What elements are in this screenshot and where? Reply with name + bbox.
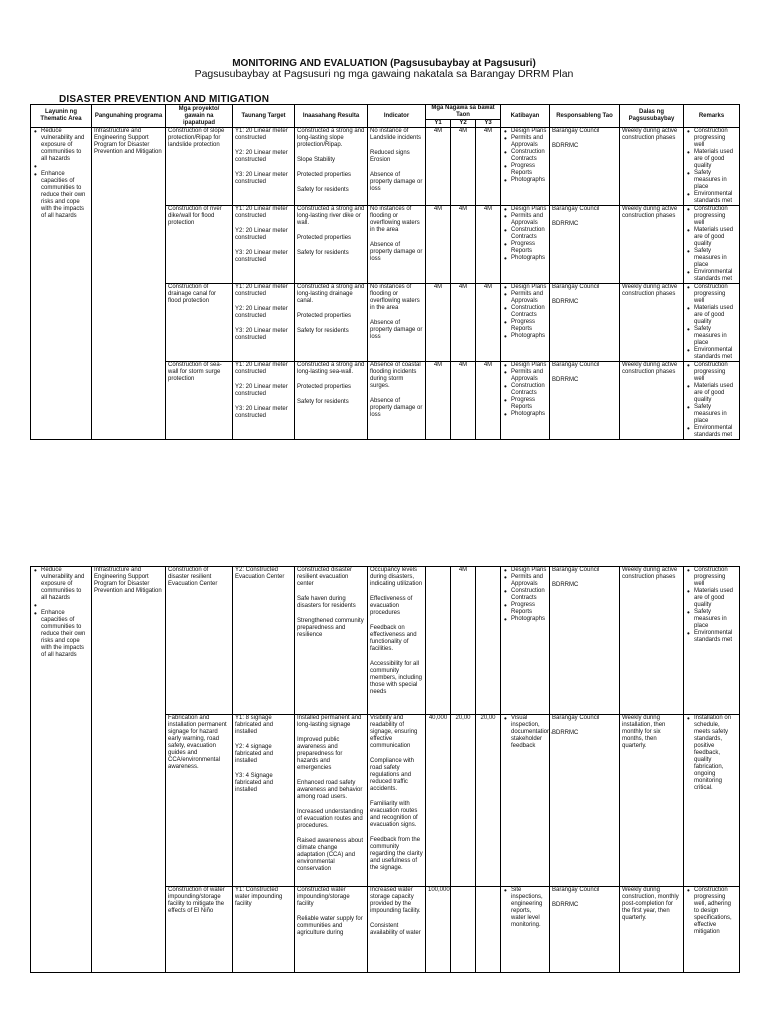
evidence-item: • Progress Reports [503, 163, 547, 177]
header-katibayan: Katibayan [501, 105, 550, 128]
result-text: Strengthened community preparedness and resilience [297, 618, 364, 638]
project-cell: Construction of slope protection/Ripap for landslide protection [166, 128, 233, 206]
evidence-cell [501, 362, 550, 440]
evidence-item: • Permits and Approvals [503, 135, 547, 149]
result-text: Protected properties [297, 384, 352, 390]
evidence-cell [501, 128, 550, 206]
header-indicator: Indicator [368, 105, 426, 128]
layunin-item: • Enhance capacities of communities to reduce their own risks and cope with the impacts of all hazards [33, 610, 89, 659]
result-text: Slope Stability [297, 157, 336, 163]
indicator-text: Feedback from the community regarding the clarity and usefulness of the signage. [370, 837, 423, 871]
responsible-cell [550, 128, 620, 206]
evidence-item: • Design Plans [503, 206, 547, 213]
header-programa: Pangunahing programa [92, 105, 166, 128]
result-text: Constructed disaster resilient evacuation center [297, 567, 353, 587]
header-proyekto: Mga proyekto/ gawain na ipapatupad [166, 105, 233, 128]
target-text: Y1: 20 Linear meter constructed [235, 206, 288, 219]
responsible-cell [550, 715, 620, 887]
remark-item: • Environmental standards met [686, 269, 737, 283]
target-text: Y2: Constructed Evacuation Center [235, 567, 285, 580]
indicator-text: Feedback on effectiveness and functionality of facilities. [370, 625, 417, 652]
target-text: Y2: 20 Linear meter constructed [235, 306, 288, 319]
y2-value: 4M [451, 284, 476, 362]
responsible-text: Barangay Council [552, 887, 600, 893]
y3-value: 4M [476, 128, 501, 206]
y3-value [476, 567, 501, 715]
remark-item: • Construction progressing well [686, 284, 737, 305]
result-text: Constructed water impounding/storage facility [297, 887, 350, 907]
result-cell [295, 715, 368, 887]
indicator-text: Absence of property damage or loss [370, 172, 423, 192]
target-cell [233, 887, 295, 973]
evidence-item: • Photographs [503, 616, 547, 623]
result-text: Protected properties [297, 172, 352, 178]
evidence-cell [501, 284, 550, 362]
remark-item: • Safety measures in place [686, 609, 737, 630]
layunin-cell [31, 567, 92, 973]
frequency-cell: Weekly during active construction phases [620, 206, 684, 284]
result-cell [295, 284, 368, 362]
evidence-cell [501, 206, 550, 284]
table-row [31, 128, 740, 206]
indicator-cell [368, 284, 426, 362]
indicator-text: Consistent availability of water [370, 923, 421, 936]
target-text: Y3: 20 Linear meter constructed [235, 328, 288, 341]
y1-value: 4M [426, 362, 451, 440]
header-y1: Y1 [426, 120, 451, 128]
target-text: Y2: 20 Linear meter constructed [235, 228, 288, 241]
evidence-item: • Design Plans [503, 128, 547, 135]
y2-value: 4M [451, 206, 476, 284]
result-cell [295, 887, 368, 973]
indicator-text: Compliance with road safety regulations and reduced traffic accidents. [370, 758, 415, 792]
target-text: Y3: 20 Linear meter constructed [235, 250, 288, 263]
target-text: Y1: 8 signage fabricated and installed [235, 715, 274, 735]
evidence-item: • Design Plans [503, 567, 547, 574]
remark-item: • Materials used are of good quality [686, 588, 737, 609]
target-text: Y1: 20 Linear meter constructed [235, 362, 288, 375]
remark-item: • Environmental standards met [686, 630, 737, 644]
y1-value: 40,000 [426, 715, 451, 887]
y2-value [451, 887, 476, 973]
responsible-text: BDRRMC [552, 221, 579, 227]
remark-item: • Safety measures in place [686, 170, 737, 191]
y1-value [426, 567, 451, 715]
responsible-text: BDRRMC [552, 730, 579, 736]
layunin-item: • Enhance capacities of communities to reduce their own risks and cope with the impacts of all hazards [33, 171, 89, 220]
evidence-cell [501, 887, 550, 973]
layunin-item: • Reduce vulnerability and exposure of communities to all hazards [33, 128, 89, 163]
result-text: Reliable water supply for communities and agriculture during [297, 916, 363, 936]
responsible-text: Barangay Council [552, 128, 600, 134]
target-text: Y3: 20 Linear meter constructed [235, 406, 288, 419]
responsible-text: BDRRMC [552, 299, 579, 305]
project-cell: Construction of water impounding/storage facility to mitigate the effects of El Niño [166, 887, 233, 973]
remark-item: • Installation on schedule, meets safety standards, positive feedback, quality fabrication, ongoing monitoring critical. [686, 715, 737, 792]
evidence-item: • Progress Reports [503, 241, 547, 255]
indicator-text: Reduced signs Erosion [370, 150, 410, 163]
result-text: Constructed a strong and long-lasting slope protection/Ripap. [297, 128, 365, 148]
target-text: Y3: 4 Signage fabricated and installed [235, 773, 274, 793]
target-text: Y3: 20 Linear meter constructed [235, 172, 288, 185]
y3-value: 4M [476, 284, 501, 362]
indicator-cell [368, 567, 426, 715]
y2-value: 20,00 [451, 715, 476, 887]
evidence-item: • Site inspections, engineering reports, water level monitoring. [503, 887, 547, 929]
remark-item: • Construction progressing well, adhering to design specifications, effective mitigation [686, 887, 737, 936]
project-cell: Construction of drainage canal for flood protection [166, 284, 233, 362]
indicator-text: Visibility and readability of signage, ensuring effective communication [370, 715, 418, 749]
evidence-item: • Permits and Approvals [503, 574, 547, 588]
evidence-item: • Design Plans [503, 284, 547, 291]
remark-item: • Environmental standards met [686, 347, 737, 361]
result-text: Safety for residents [297, 399, 349, 405]
remark-item: • Environmental standards met [686, 191, 737, 205]
programa-cell: Infrastructure and Engineering Support Program for Disaster Prevention and Mitigation [92, 567, 166, 973]
indicator-text: Increased water storage capacity provided by the impounding facility. [370, 887, 421, 914]
page-subtitle: Pagsusubaybay at Pagsusuri ng mga gawaing nakatala sa Barangay DRRM Plan [194, 68, 574, 80]
evidence-item: • Construction Contracts [503, 588, 547, 602]
header-layunin: Layunin ng Thematic Area [31, 105, 92, 128]
indicator-text: Absence of coastal flooding incidents during storm surges. [370, 362, 421, 389]
result-cell [295, 567, 368, 715]
frequency-cell: Weekly during active construction phases [620, 284, 684, 362]
header-nagawa: Mga Nagawa sa bawat Taon [426, 105, 501, 120]
remark-item: • Materials used are of good quality [686, 305, 737, 326]
project-cell: Fabrication and installation permanent signage for hazard early warning, road safety, evacuation guides and CCA/environmental awareness. [166, 715, 233, 887]
remark-item: • Safety measures in place [686, 404, 737, 425]
responsible-cell [550, 567, 620, 715]
result-text: Constructed a strong and long-lasting drainage canal. [297, 284, 365, 304]
remarks-cell [684, 567, 740, 715]
frequency-cell: Weekly during active construction phases [620, 567, 684, 715]
target-text: Y1: 20 Linear meter constructed [235, 284, 288, 297]
header-target: Taunang Target [233, 105, 295, 128]
result-text: Protected properties [297, 235, 352, 241]
y3-value: 4M [476, 206, 501, 284]
evidence-cell [501, 715, 553, 887]
indicator-cell [368, 715, 426, 887]
y3-value: 4M [476, 362, 501, 440]
header-responsable: Responsableng Tao [550, 105, 620, 128]
indicator-text: No instances of flooding or overflowing waters in the area [370, 284, 420, 311]
indicator-text: Occupancy levels during disasters, indicating utilization [370, 567, 423, 587]
frequency-cell: Weekly during construction, monthly post-completion for the first year, then quarterly. [620, 887, 684, 973]
table-row [31, 567, 740, 715]
responsible-text: Barangay Council [552, 567, 600, 573]
y1-value: 100,000 [426, 887, 451, 973]
result-text: Safe haven during disasters for residents [297, 596, 356, 609]
indicator-cell [368, 128, 426, 206]
monitoring-table-page1 [30, 104, 740, 440]
y3-value: 20,00 [476, 715, 501, 887]
responsible-text: BDRRMC [552, 902, 579, 908]
indicator-cell [368, 206, 426, 284]
target-cell [233, 715, 295, 887]
evidence-item: • Permits and Approvals [503, 213, 547, 227]
frequency-cell: Weekly during installation, then monthly for six months, then quarterly. [620, 715, 684, 887]
result-text: Increased understanding of evacuation routes and procedures. [297, 809, 364, 829]
remarks-cell [684, 128, 740, 206]
section-heading: DISASTER PREVENTION AND MITIGATION [59, 94, 270, 105]
evidence-item: • Construction Contracts [503, 149, 547, 163]
evidence-item: • Photographs [503, 411, 547, 418]
target-text: Y2: 20 Linear meter constructed [235, 150, 288, 163]
evidence-item: • Visual inspection, documentation, stakeholder feedback [503, 715, 547, 750]
target-cell [233, 206, 295, 284]
header-resulta: Inaasahang Resulta [295, 105, 368, 128]
evidence-item: • Progress Reports [503, 397, 547, 411]
indicator-text: No instances of flooding or overflowing waters in the area [370, 206, 420, 233]
remark-item: • Environmental standards met [686, 425, 737, 439]
y1-value: 4M [426, 128, 451, 206]
indicator-text: Absence of property damage or loss [370, 242, 423, 262]
result-text: Constructed a strong and long-lasting sea-wall. [297, 362, 365, 375]
remarks-cell [684, 715, 740, 887]
responsible-cell [550, 362, 620, 440]
programa-cell: Infrastructure and Engineering Support Program for Disaster Prevention and Mitigation [92, 128, 166, 440]
responsible-text: BDRRMC [552, 377, 579, 383]
layunin-item: • Reduce vulnerability and exposure of communities to all hazards [33, 567, 89, 602]
responsible-text: Barangay Council [552, 206, 600, 212]
remarks-cell [684, 284, 740, 362]
monitoring-table-page2 [30, 566, 740, 973]
result-text: Enhanced road safety awareness and behavior among road users. [297, 780, 363, 800]
y1-value: 4M [426, 206, 451, 284]
indicator-text: Familiarity with evacuation routes and recognition of evacuation signs. [370, 801, 418, 828]
result-cell [295, 206, 368, 284]
evidence-item: • Progress Reports [503, 319, 547, 333]
remarks-cell [684, 887, 740, 973]
target-cell [233, 128, 295, 206]
result-text: Raised awareness about climate change adaptation (CCA) and environmental conservation [297, 838, 364, 872]
remarks-cell [684, 206, 740, 284]
frequency-cell: Weekly during active construction phases [620, 362, 684, 440]
y1-value: 4M [426, 284, 451, 362]
project-cell: Construction of river dike/wall for flood protection [166, 206, 233, 284]
target-text: Y2: 20 Linear meter constructed [235, 384, 288, 397]
target-cell [233, 362, 295, 440]
responsible-text: Barangay Council [552, 284, 600, 290]
remark-item: • Construction progressing well [686, 128, 737, 149]
result-text: Safety for residents [297, 187, 349, 193]
evidence-item: • Photographs [503, 255, 547, 262]
remark-item: • Materials used are of good quality [686, 383, 737, 404]
remark-item: • Safety measures in place [686, 326, 737, 347]
remark-item: • Safety measures in place [686, 248, 737, 269]
header-y2: Y2 [451, 120, 476, 128]
target-text: Y1: Constructed water impounding facility [235, 887, 283, 907]
evidence-item: • Photographs [503, 177, 547, 184]
indicator-text: Accessibility for all community members, including those with special needs [370, 661, 423, 695]
responsible-text: Barangay Council [552, 362, 600, 368]
result-cell [295, 128, 368, 206]
responsible-text: BDRRMC [552, 143, 579, 149]
indicator-text: Effectiveness of evacuation procedures [370, 596, 413, 616]
target-text: Y2: 4 signage fabricated and installed [235, 744, 274, 764]
evidence-item: • Permits and Approvals [503, 291, 547, 305]
result-text: Installed permanent and long-lasting signage [297, 715, 362, 728]
indicator-text: Absence of property damage or loss [370, 398, 423, 418]
y2-value: 4M [451, 567, 476, 715]
project-cell: Construction of sea-wall for storm surge protection [166, 362, 233, 440]
result-text: Constructed a strong and long-lasting river dike or wall. [297, 206, 365, 226]
header-y3: Y3 [476, 120, 501, 128]
remark-item: • Construction progressing well [686, 567, 737, 588]
evidence-item: • Photographs [503, 333, 547, 340]
indicator-text: Absence of property damage or loss [370, 320, 423, 340]
result-text: Improved public awareness and preparedness for hazards and emergencies [297, 737, 343, 771]
responsible-cell [550, 284, 620, 362]
evidence-item: • Progress Reports [503, 602, 547, 616]
result-cell [295, 362, 368, 440]
frequency-cell: Weekly during active construction phases [620, 128, 684, 206]
indicator-cell [368, 887, 426, 973]
layunin-cell [31, 128, 92, 440]
result-text: Safety for residents [297, 250, 349, 256]
evidence-cell [501, 567, 550, 715]
y2-value: 4M [451, 128, 476, 206]
evidence-item: • Design Plans [503, 362, 547, 369]
evidence-item: • Construction Contracts [503, 305, 547, 319]
y2-value: 4M [451, 362, 476, 440]
remarks-cell [684, 362, 740, 440]
responsible-text: Barangay Council [552, 715, 600, 721]
target-cell [233, 567, 295, 715]
remark-item: • Materials used are of good quality [686, 227, 737, 248]
responsible-cell [550, 887, 620, 973]
result-text: Protected properties [297, 313, 352, 319]
evidence-item: • Construction Contracts [503, 227, 547, 241]
responsible-text: BDRRMC [552, 582, 579, 588]
result-text: Safety for residents [297, 328, 349, 334]
responsible-cell [550, 206, 620, 284]
evidence-item: • Permits and Approvals [503, 369, 547, 383]
header-dalas: Dalas ng Pagsusubaybay [620, 105, 684, 128]
remark-item: • Construction progressing well [686, 362, 737, 383]
indicator-text: No instance of Landslide incidents [370, 128, 422, 141]
evidence-item: • Construction Contracts [503, 383, 547, 397]
y3-value [476, 887, 501, 973]
target-cell [233, 284, 295, 362]
project-cell: Construction of disaster resilient Evacuation Center [166, 567, 233, 715]
remark-item: • Construction progressing well [686, 206, 737, 227]
header-remarks: Remarks [684, 105, 740, 128]
page-title: MONITORING AND EVALUATION (Pagsusubaybay at Pagsusuri) [232, 58, 536, 69]
remark-item: • Materials used are of good quality [686, 149, 737, 170]
indicator-cell [368, 362, 426, 440]
target-text: Y1: 20 Linear meter constructed [235, 128, 288, 141]
